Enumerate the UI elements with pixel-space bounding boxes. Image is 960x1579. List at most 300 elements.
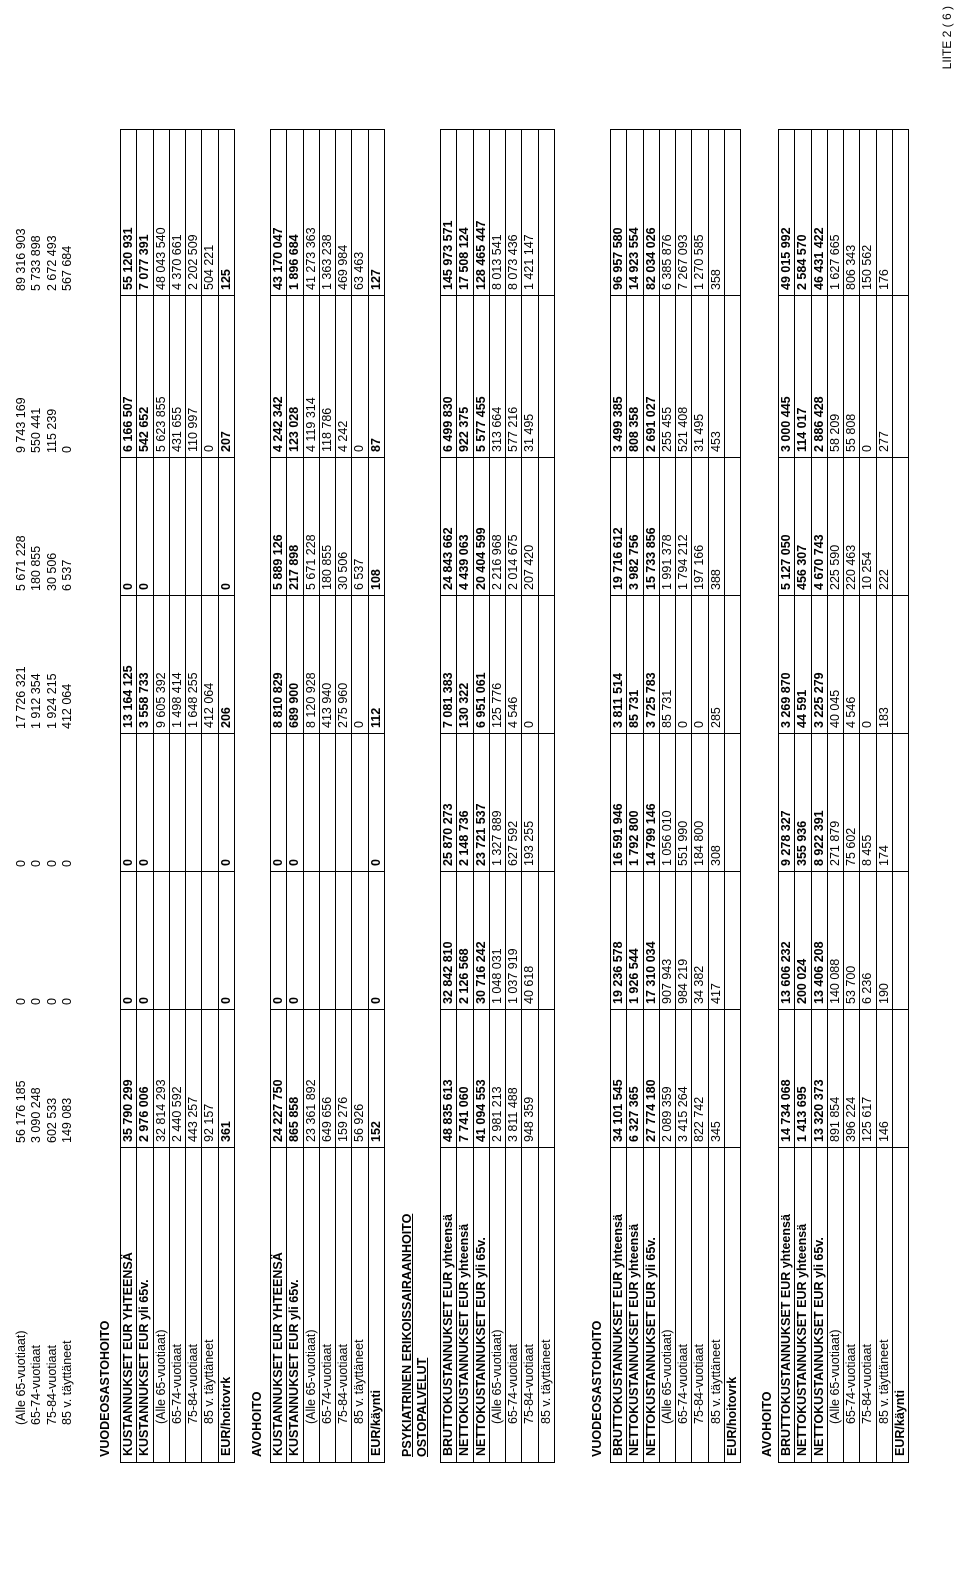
- value-cell: 48 835 613: [441, 1079, 455, 1142]
- value-cell: 128 465 447: [473, 220, 488, 290]
- value-cell: 0: [44, 998, 59, 1005]
- value-cell: 2 440 592: [169, 1086, 184, 1142]
- value-cell: 89 316 903: [14, 228, 28, 291]
- row-label: BRUTTOKUSTANNUKSET EUR yhteensä: [441, 1214, 455, 1456]
- table-row: [45, 131, 60, 1463]
- row-label: 65-74-vuotiaat: [676, 1344, 691, 1424]
- value-cell: 0: [352, 721, 367, 728]
- value-cell: 922 375: [457, 406, 472, 452]
- value-cell: 2 584 570: [795, 234, 810, 290]
- value-cell: 184 800: [692, 820, 707, 866]
- table-row: [271, 130, 286, 1462]
- value-cell: 891 854: [827, 1096, 842, 1142]
- value-cell: 125 776: [489, 682, 504, 728]
- value-cell: 6 166 507: [121, 396, 135, 452]
- value-cell: 4 370 661: [169, 234, 184, 290]
- value-cell: 361: [218, 1121, 233, 1142]
- value-cell: 443 257: [186, 1096, 201, 1142]
- value-cell: 6 537: [59, 559, 74, 591]
- value-cell: 0: [202, 445, 217, 452]
- value-cell: 0: [368, 997, 383, 1004]
- table-row: [456, 130, 472, 1462]
- table-row: [218, 130, 234, 1462]
- value-cell: 34 101 545: [611, 1079, 625, 1142]
- value-cell: 1 327 889: [489, 810, 504, 866]
- value-cell: 49 015 992: [779, 227, 793, 290]
- value-cell: 145 973 571: [441, 220, 455, 290]
- value-cell: 9 743 169: [14, 397, 28, 453]
- value-cell: 689 900: [287, 682, 302, 728]
- value-cell: 806 343: [844, 244, 859, 290]
- table-group: [440, 129, 555, 1463]
- value-cell: 25 870 273: [441, 803, 455, 866]
- value-cell: 125 617: [860, 1096, 875, 1142]
- value-cell: 4 242: [336, 420, 351, 452]
- table-row: [590, 131, 605, 1463]
- value-cell: 865 858: [287, 1096, 302, 1142]
- table-row: [14, 131, 29, 1463]
- value-cell: 207: [218, 431, 233, 452]
- value-cell: 23 721 537: [473, 803, 488, 866]
- value-cell: 0: [271, 859, 285, 866]
- value-cell: 0: [218, 583, 233, 590]
- value-cell: 92 157: [202, 1103, 217, 1142]
- table-row: [708, 130, 724, 1462]
- row-label: VUODEOSASTOHOITO: [98, 1320, 112, 1457]
- value-cell: 3 225 279: [811, 672, 826, 728]
- row-label: (Alle 65-vuotiaat): [303, 1329, 318, 1424]
- value-cell: 140 088: [827, 958, 842, 1004]
- value-cell: 412 064: [202, 682, 217, 728]
- value-cell: 82 034 026: [643, 227, 658, 290]
- value-cell: 5 889 126: [271, 534, 285, 590]
- value-cell: 41 094 553: [473, 1079, 488, 1142]
- table-group: [610, 129, 741, 1463]
- row-label: EUR/hoitovrk: [218, 1376, 233, 1456]
- value-cell: 13 406 208: [811, 941, 826, 1004]
- value-cell: 4 546: [844, 696, 859, 728]
- value-cell: 2 089 359: [659, 1086, 674, 1142]
- value-cell: 0: [137, 997, 152, 1004]
- value-cell: 9 278 327: [779, 810, 793, 866]
- value-cell: 6 385 876: [659, 234, 674, 290]
- table-row: [779, 130, 794, 1462]
- row-label: PSYKIATRINEN ERIKOISSAIRAANHOITO: [400, 1213, 414, 1457]
- value-cell: 6 236: [860, 972, 875, 1004]
- value-cell: 0: [44, 860, 59, 867]
- value-cell: 180 855: [29, 545, 44, 591]
- value-cell: 3 725 783: [643, 672, 658, 728]
- row-label: KUSTANNUKSET EUR yli 65v.: [137, 1279, 152, 1456]
- value-cell: 2 216 968: [489, 534, 504, 590]
- row-label: 85 v. täyttäneet: [708, 1339, 723, 1424]
- value-cell: 822 742: [692, 1096, 707, 1142]
- value-cell: 16 591 946: [611, 803, 625, 866]
- table-group: [760, 131, 775, 1463]
- table-row: [250, 131, 265, 1463]
- table-row: [351, 130, 367, 1462]
- value-cell: 108: [368, 569, 383, 590]
- value-cell: 217 898: [287, 544, 302, 590]
- value-cell: 1 421 147: [522, 234, 537, 290]
- value-cell: 56 926: [352, 1103, 367, 1142]
- page-label: LIITE 2 ( 6 ): [940, 6, 954, 70]
- value-cell: 7 741 060: [457, 1086, 472, 1142]
- value-cell: 87: [368, 438, 383, 452]
- value-cell: 2 976 006: [137, 1086, 152, 1142]
- value-cell: 1 924 215: [44, 673, 59, 729]
- value-cell: 0: [29, 998, 44, 1005]
- value-cell: 55 120 931: [121, 227, 135, 290]
- row-label: (Alle 65-vuotiaat): [14, 1330, 28, 1425]
- value-cell: 123 028: [287, 406, 302, 452]
- value-cell: 14 923 554: [627, 227, 642, 290]
- table-row: [286, 130, 302, 1462]
- value-cell: 125: [218, 269, 233, 290]
- row-label: NETTOKUSTANNUKSET EUR yhteensä: [457, 1223, 472, 1456]
- value-cell: 43 170 047: [271, 227, 285, 290]
- row-label: 75-84-vuotiaat: [186, 1344, 201, 1424]
- value-cell: 63 463: [352, 251, 367, 290]
- value-cell: 118 786: [319, 407, 334, 452]
- table-row: [121, 130, 136, 1462]
- value-cell: 396 224: [844, 1096, 859, 1142]
- value-cell: 17 508 124: [457, 227, 472, 290]
- value-cell: 413 940: [319, 682, 334, 728]
- value-cell: 30 506: [44, 552, 59, 591]
- value-cell: 0: [121, 859, 135, 866]
- row-label: (Alle 65-vuotiaat): [153, 1329, 168, 1424]
- value-cell: 1 056 010: [659, 810, 674, 866]
- value-cell: 0: [59, 860, 74, 867]
- row-label: (Alle 65-vuotiaat): [489, 1329, 504, 1424]
- value-cell: 255 455: [659, 406, 674, 452]
- value-cell: 46 431 422: [811, 227, 826, 290]
- table-group: [270, 129, 385, 1463]
- row-label: EUR/hoitovrk: [725, 1376, 740, 1456]
- value-cell: 3 982 756: [627, 534, 642, 590]
- value-cell: 0: [860, 721, 875, 728]
- value-cell: 85 731: [627, 689, 642, 728]
- table-row: [876, 130, 892, 1462]
- value-cell: 0: [692, 721, 707, 728]
- value-cell: 551 990: [676, 820, 691, 866]
- row-label: 65-74-vuotiaat: [506, 1344, 521, 1424]
- row-label: 75-84-vuotiaat: [860, 1344, 875, 1424]
- value-cell: 5 127 050: [779, 534, 793, 590]
- value-cell: 130 322: [457, 682, 472, 728]
- table-row: [98, 131, 113, 1463]
- table-row: [827, 130, 843, 1462]
- row-label: NETTOKUSTANNUKSET EUR yhteensä: [627, 1223, 642, 1456]
- value-cell: 4 670 743: [811, 534, 826, 590]
- value-cell: 220 463: [844, 544, 859, 590]
- value-cell: 275 960: [336, 682, 351, 728]
- value-cell: 206: [218, 707, 233, 728]
- value-cell: 8 073 436: [506, 234, 521, 290]
- row-label: 85 v. täyttäneet: [538, 1339, 553, 1424]
- value-cell: 13 606 232: [779, 941, 793, 1004]
- row-label: NETTOKUSTANNUKSET EUR yli 65v.: [811, 1237, 826, 1456]
- value-cell: 271 879: [827, 820, 842, 866]
- table-group: [590, 131, 605, 1463]
- table-group: [14, 131, 75, 1463]
- value-cell: 13 320 373: [811, 1079, 826, 1142]
- value-cell: 0: [287, 997, 302, 1004]
- value-cell: 4 439 063: [457, 534, 472, 590]
- value-cell: 1 627 665: [827, 234, 842, 290]
- value-cell: 649 656: [319, 1096, 334, 1142]
- value-cell: 114 017: [795, 407, 810, 452]
- value-cell: 1 926 544: [627, 948, 642, 1004]
- value-cell: 183: [876, 707, 891, 728]
- value-cell: 85 731: [659, 689, 674, 728]
- value-cell: 56 176 185: [14, 1080, 28, 1143]
- row-label: 65-74-vuotiaat: [169, 1344, 184, 1424]
- row-label: (Alle 65-vuotiaat): [827, 1329, 842, 1424]
- table-row: [169, 130, 185, 1462]
- row-label: 65-74-vuotiaat: [844, 1344, 859, 1424]
- table-row: [643, 130, 659, 1462]
- value-cell: 3 499 385: [611, 396, 625, 452]
- value-cell: 550 441: [29, 407, 44, 453]
- value-cell: 0: [121, 997, 135, 1004]
- value-cell: 35 790 299: [121, 1079, 135, 1142]
- table-row: [859, 130, 875, 1462]
- row-label: 85 v. täyttäneet: [352, 1339, 367, 1424]
- value-cell: 2 126 568: [457, 948, 472, 1004]
- row-label: OSTOPALVELUT: [415, 1357, 430, 1457]
- value-cell: 48 043 540: [153, 227, 168, 290]
- value-cell: 577 216: [506, 406, 521, 452]
- table-row: [303, 130, 319, 1462]
- value-cell: 355 936: [795, 820, 810, 866]
- value-cell: 0: [29, 860, 44, 867]
- value-cell: 0: [137, 583, 152, 590]
- value-cell: 453: [708, 431, 723, 452]
- table-row: [29, 131, 44, 1463]
- row-label: 75-84-vuotiaat: [692, 1344, 707, 1424]
- value-cell: 197 166: [692, 544, 707, 590]
- table-row: [185, 130, 201, 1462]
- value-cell: 193 255: [522, 820, 537, 866]
- value-cell: 40 045: [827, 689, 842, 728]
- row-label: AVOHOITO: [250, 1391, 264, 1457]
- value-cell: 6 537: [352, 558, 367, 590]
- table-row: [811, 130, 827, 1462]
- value-cell: 112: [368, 707, 383, 728]
- value-cell: 0: [137, 859, 152, 866]
- value-cell: 1 498 414: [169, 672, 184, 728]
- value-cell: 127: [368, 269, 383, 290]
- value-cell: 308: [708, 845, 723, 866]
- table-row: [659, 130, 675, 1462]
- table-row: [415, 131, 430, 1463]
- row-label: KUSTANNUKSET EUR YHTEENSÄ: [121, 1252, 135, 1456]
- value-cell: 115 239: [44, 408, 59, 453]
- value-cell: 14 799 146: [643, 803, 658, 866]
- value-cell: 27 774 180: [643, 1079, 658, 1142]
- value-cell: 0: [14, 860, 28, 867]
- value-cell: 3 415 264: [676, 1086, 691, 1142]
- value-cell: 207 420: [522, 544, 537, 590]
- value-cell: 40 618: [522, 965, 537, 1004]
- value-cell: 345: [708, 1121, 723, 1142]
- value-cell: 55 808: [844, 413, 859, 452]
- value-cell: 0: [218, 859, 233, 866]
- value-cell: 0: [352, 445, 367, 452]
- value-cell: 10 254: [860, 551, 875, 590]
- value-cell: 4 119 314: [303, 397, 318, 452]
- value-cell: 19 716 612: [611, 527, 625, 590]
- value-cell: 1 792 800: [627, 810, 642, 866]
- value-cell: 9 605 392: [153, 672, 168, 728]
- value-cell: 222: [876, 569, 891, 590]
- value-cell: 277: [876, 431, 891, 452]
- table-group: [98, 131, 113, 1463]
- value-cell: 3 811 514: [611, 673, 625, 728]
- table-row: [843, 130, 859, 1462]
- row-label: BRUTTOKUSTANNUKSET EUR yhteensä: [779, 1214, 793, 1456]
- table-row: [489, 130, 505, 1462]
- table-row: [153, 130, 169, 1462]
- value-cell: 8 455: [860, 834, 875, 866]
- table-row: [611, 130, 626, 1462]
- table-row: [368, 130, 384, 1462]
- value-cell: 0: [218, 997, 233, 1004]
- value-cell: 23 361 892: [303, 1079, 318, 1142]
- row-label: 65-74-vuotiaat: [29, 1345, 44, 1425]
- value-cell: 152: [368, 1121, 383, 1142]
- table-row: [626, 130, 642, 1462]
- table-group: [120, 129, 235, 1463]
- value-cell: 3 269 870: [779, 672, 793, 728]
- table-row: [319, 130, 335, 1462]
- value-cell: 31 495: [692, 413, 707, 452]
- value-cell: 0: [14, 998, 28, 1005]
- value-cell: 24 227 750: [271, 1079, 285, 1142]
- value-cell: 2 672 493: [44, 235, 59, 291]
- value-cell: 0: [860, 445, 875, 452]
- value-cell: 44 591: [795, 689, 810, 728]
- value-cell: 567 684: [59, 245, 74, 291]
- table-row: [136, 130, 152, 1462]
- table-row: [505, 130, 521, 1462]
- value-cell: 2 981 213: [489, 1086, 504, 1142]
- value-cell: 20 404 599: [473, 527, 488, 590]
- value-cell: 6 951 061: [473, 672, 488, 728]
- value-cell: 32 814 293: [153, 1079, 168, 1142]
- table-row: [724, 130, 740, 1462]
- value-cell: 146: [876, 1121, 891, 1142]
- row-label: KUSTANNUKSET EUR YHTEENSÄ: [271, 1252, 285, 1456]
- value-cell: 13 164 125: [121, 665, 135, 728]
- value-cell: 602 533: [44, 1097, 59, 1143]
- row-label: 85 v. täyttäneet: [59, 1340, 74, 1425]
- table-row: [794, 130, 810, 1462]
- row-label: EUR/käynti: [368, 1390, 383, 1456]
- row-label: (Alle 65-vuotiaat): [659, 1329, 674, 1424]
- value-cell: 1 270 585: [692, 234, 707, 290]
- value-cell: 417: [708, 983, 723, 1004]
- table-row: [691, 130, 707, 1462]
- value-cell: 17 310 034: [643, 941, 658, 1004]
- value-cell: 15 733 856: [643, 527, 658, 590]
- row-label: NETTOKUSTANNUKSET EUR yli 65v.: [473, 1237, 488, 1456]
- value-cell: 174: [876, 845, 891, 866]
- value-cell: 456 307: [795, 544, 810, 590]
- value-cell: 2 691 027: [643, 396, 658, 452]
- value-cell: 808 358: [627, 406, 642, 452]
- table-row: [60, 131, 75, 1463]
- value-cell: 0: [676, 721, 691, 728]
- value-cell: 1 912 354: [29, 673, 44, 729]
- table-row: [521, 130, 537, 1462]
- value-cell: 0: [522, 721, 537, 728]
- row-label: NETTOKUSTANNUKSET EUR yhteensä: [795, 1223, 810, 1456]
- value-cell: 0: [368, 859, 383, 866]
- value-cell: 3 558 733: [137, 672, 152, 728]
- row-label: 65-74-vuotiaat: [319, 1344, 334, 1424]
- table-group: [778, 129, 909, 1463]
- value-cell: 14 734 068: [779, 1079, 793, 1142]
- value-cell: 388: [708, 569, 723, 590]
- value-cell: 4 546: [506, 696, 521, 728]
- value-cell: 2 202 509: [186, 234, 201, 290]
- value-cell: 0: [271, 997, 285, 1004]
- value-cell: 0: [59, 446, 74, 453]
- value-cell: 5 577 455: [473, 396, 488, 452]
- value-cell: 1 363 238: [319, 234, 334, 290]
- table-group: [250, 131, 265, 1463]
- table-row: [201, 130, 217, 1462]
- value-cell: 17 726 321: [14, 666, 28, 729]
- value-cell: 110 997: [186, 407, 201, 452]
- value-cell: 1 991 378: [659, 534, 674, 590]
- value-cell: 285: [708, 707, 723, 728]
- value-cell: 358: [708, 269, 723, 290]
- value-cell: 32 842 810: [441, 941, 455, 1004]
- value-cell: 7 081 383: [441, 672, 455, 728]
- value-cell: 24 843 662: [441, 527, 455, 590]
- value-cell: 75 602: [844, 827, 859, 866]
- value-cell: 2 014 675: [506, 534, 521, 590]
- value-cell: 948 359: [522, 1096, 537, 1142]
- value-cell: 180 855: [319, 544, 334, 590]
- row-label: 85 v. täyttäneet: [202, 1339, 217, 1424]
- value-cell: 31 495: [522, 413, 537, 452]
- value-cell: 0: [287, 859, 302, 866]
- value-cell: 907 943: [659, 958, 674, 1004]
- value-cell: 504 221: [202, 244, 217, 290]
- value-cell: 150 562: [860, 244, 875, 290]
- value-cell: 41 273 363: [303, 227, 318, 290]
- row-label: VUODEOSASTOHOITO: [590, 1320, 604, 1457]
- value-cell: 5 733 898: [29, 235, 44, 291]
- value-cell: 1 896 684: [287, 234, 302, 290]
- table-row: [335, 130, 351, 1462]
- value-cell: 8 013 541: [489, 234, 504, 290]
- value-cell: 159 276: [336, 1096, 351, 1142]
- value-cell: 190: [876, 983, 891, 1004]
- row-label: KUSTANNUKSET EUR yli 65v.: [287, 1279, 302, 1456]
- value-cell: 225 590: [827, 544, 842, 590]
- value-cell: 1 648 255: [186, 672, 201, 728]
- row-label: NETTOKUSTANNUKSET EUR yli 65v.: [643, 1237, 658, 1456]
- value-cell: 1 037 919: [506, 948, 521, 1004]
- table-row: [760, 131, 775, 1463]
- value-cell: 8 810 829: [271, 672, 285, 728]
